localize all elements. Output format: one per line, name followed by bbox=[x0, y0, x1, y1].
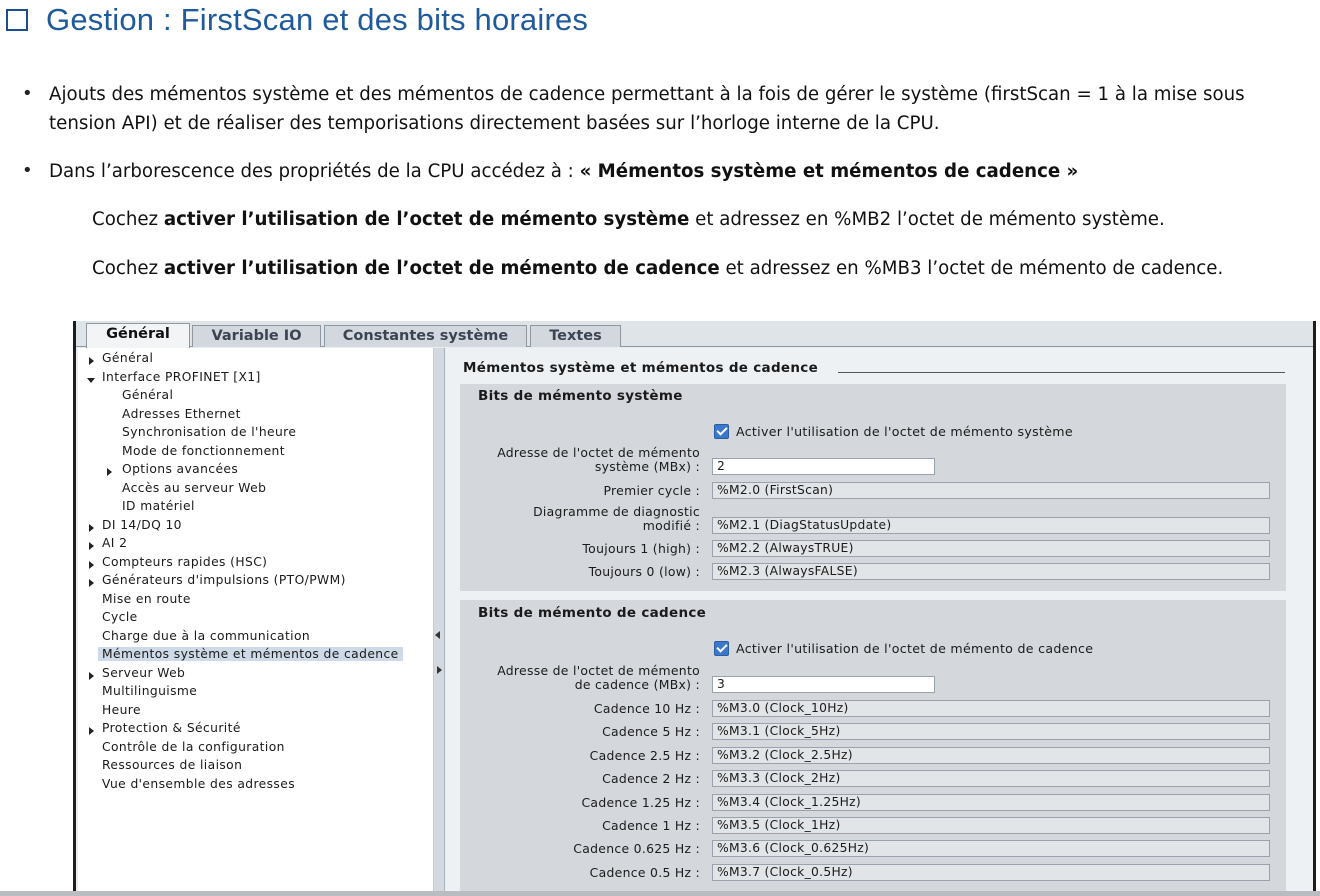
collapsed-arrow-icon[interactable] bbox=[89, 524, 94, 532]
clock-address-label-1: Adresse de l'octet de mémento bbox=[497, 663, 700, 678]
step-2 bbox=[92, 254, 1292, 283]
clock-rate-label: Cadence 1.25 Hz : bbox=[581, 794, 700, 810]
slide-title bbox=[6, 0, 588, 40]
always-true-field: %M2.2 (AlwaysTRUE) bbox=[712, 540, 1270, 557]
tab-texts[interactable]: Textes bbox=[530, 325, 621, 347]
tree-item[interactable]: Général bbox=[102, 351, 154, 365]
clock-rate-label: Cadence 5 Hz : bbox=[602, 724, 700, 740]
step-1-prefix: Cochez bbox=[92, 209, 164, 230]
always-false-field: %M2.3 (AlwaysFALSE) bbox=[712, 563, 1270, 580]
tab-variable-io[interactable]: Variable IO bbox=[192, 325, 321, 347]
clock-memory-group bbox=[460, 600, 1286, 896]
clock-rate-label: Cadence 1 Hz : bbox=[602, 818, 700, 833]
tree-item[interactable]: AI 2 bbox=[102, 536, 128, 550]
step-2-prefix: Cochez bbox=[92, 258, 164, 279]
system-memory-group bbox=[460, 384, 1286, 591]
tree-item[interactable]: Serveur Web bbox=[102, 665, 186, 680]
clock-bit-field: %M3.4 (Clock_1.25Hz) bbox=[712, 794, 1270, 811]
clock-bit-field: %M3.2 (Clock_2.5Hz) bbox=[712, 747, 1270, 764]
property-pane bbox=[446, 348, 1313, 896]
expand-right-arrow-icon[interactable] bbox=[437, 666, 442, 674]
tree-item[interactable]: Options avancées bbox=[122, 462, 239, 476]
bullet-icon: • bbox=[22, 83, 33, 104]
clock-rate-label: Cadence 2 Hz : bbox=[602, 771, 700, 787]
bullet-2-bold: « Mémentos système et mémentos de cadence » bbox=[579, 161, 1079, 182]
panel-splitter[interactable] bbox=[434, 348, 445, 896]
step-1 bbox=[92, 205, 1292, 234]
bullet-1-line-2: tension API) et de réaliser des temporisations directement basées sur l’horloge interne de la CPU. bbox=[49, 113, 940, 134]
clock-address-input[interactable]: 3 bbox=[712, 676, 935, 693]
tree-item[interactable]: Accès au serveur Web bbox=[122, 480, 267, 495]
system-address-input[interactable]: 2 bbox=[712, 458, 935, 475]
tree-item[interactable]: Adresses Ethernet bbox=[122, 406, 241, 421]
clock-bit-field: %M3.3 (Clock_2Hz) bbox=[712, 770, 1270, 787]
tree-item[interactable]: Compteurs rapides (HSC) bbox=[102, 554, 268, 569]
step-2-bold: activer l’utilisation de l’octet de mémento de cadence bbox=[163, 258, 720, 279]
navigation-tree bbox=[78, 348, 434, 896]
first-cycle-label: Premier cycle : bbox=[603, 483, 700, 498]
tab-system-constants[interactable]: Constantes système bbox=[324, 325, 527, 347]
tree-item[interactable]: Mode de fonctionnement bbox=[122, 443, 285, 458]
clock-group-title: Bits de mémento de cadence bbox=[478, 605, 707, 621]
clock-rate-label: Cadence 10 Hz : bbox=[593, 701, 700, 716]
enable-clock-memory-label: Activer l'utilisation de l'octet de mémento de cadence bbox=[736, 641, 1094, 656]
tree-item[interactable]: Cycle bbox=[102, 610, 138, 624]
tree-item[interactable]: Interface PROFINET [X1] bbox=[102, 369, 261, 384]
always-true-label: Toujours 1 (high) : bbox=[582, 541, 700, 556]
clock-rate-label: Cadence 0.5 Hz : bbox=[589, 864, 700, 880]
cpu-properties-panel bbox=[73, 321, 1316, 896]
section-divider bbox=[838, 372, 1285, 373]
tree-item-selected[interactable]: Mémentos système et mémentos de cadence bbox=[98, 647, 403, 661]
diag-status-label-2: modifié : bbox=[642, 518, 700, 533]
collapsed-arrow-icon[interactable] bbox=[89, 672, 94, 680]
collapsed-arrow-icon[interactable] bbox=[89, 579, 94, 587]
diag-status-field: %M2.1 (DiagStatusUpdate) bbox=[712, 517, 1270, 534]
tree-item[interactable]: Mise en route bbox=[102, 591, 191, 606]
expanded-arrow-icon[interactable] bbox=[87, 378, 95, 383]
tree-item[interactable]: Contrôle de la configuration bbox=[102, 739, 285, 754]
always-false-label: Toujours 0 (low) : bbox=[588, 564, 700, 579]
enable-system-memory-checkbox[interactable] bbox=[714, 424, 729, 439]
checkbox-square-icon bbox=[6, 9, 28, 31]
tab-general[interactable]: Général bbox=[86, 323, 190, 348]
diag-status-label-1: Diagramme de diagnostic bbox=[533, 504, 700, 519]
tree-item[interactable]: Multilinguisme bbox=[102, 684, 198, 698]
clock-rate-label: Cadence 0.625 Hz : bbox=[573, 841, 700, 857]
collapse-left-arrow-icon[interactable] bbox=[435, 631, 440, 639]
clock-bit-field: %M3.6 (Clock_0.625Hz) bbox=[712, 840, 1270, 857]
system-address-label-1: Adresse de l'octet de mémento bbox=[497, 445, 700, 460]
tab-bar bbox=[76, 321, 1313, 347]
clock-bit-field: %M3.1 (Clock_5Hz) bbox=[712, 723, 1270, 740]
collapsed-arrow-icon[interactable] bbox=[89, 727, 94, 735]
collapsed-arrow-icon[interactable] bbox=[89, 542, 94, 550]
first-cycle-field: %M2.0 (FirstScan) bbox=[712, 482, 1270, 499]
tree-item[interactable]: Ressources de liaison bbox=[102, 758, 243, 772]
collapsed-arrow-icon[interactable] bbox=[107, 468, 112, 476]
tree-item[interactable]: Générateurs d'impulsions (PTO/PWM) bbox=[102, 573, 346, 587]
enable-system-memory-label: Activer l'utilisation de l'octet de mémento système bbox=[736, 424, 1073, 439]
system-group-title: Bits de mémento système bbox=[478, 388, 683, 404]
bottom-rule bbox=[0, 891, 1320, 896]
system-address-label-2: système (MBx) : bbox=[594, 459, 700, 474]
step-1-bold: activer l’utilisation de l’octet de mémento système bbox=[163, 209, 690, 230]
slide-title-text: Gestion : FirstScan et des bits horaires bbox=[46, 2, 589, 37]
collapsed-arrow-icon[interactable] bbox=[89, 561, 94, 569]
bullet-1-line-1: Ajouts des mémentos système et des mémentos de cadence permettant à la fois de gérer le système (firstScan = 1 à la mise sous bbox=[49, 84, 1245, 105]
clock-address-label-2: de cadence (MBx) : bbox=[574, 677, 700, 692]
clock-rate-label: Cadence 2.5 Hz : bbox=[589, 747, 700, 763]
enable-clock-memory-checkbox[interactable] bbox=[714, 641, 729, 656]
bullet-icon: • bbox=[22, 160, 33, 181]
bullet-2 bbox=[49, 157, 1299, 186]
tree-item[interactable]: Synchronisation de l'heure bbox=[122, 425, 297, 439]
collapsed-arrow-icon[interactable] bbox=[89, 357, 94, 365]
tree-item[interactable]: ID matériel bbox=[122, 499, 195, 513]
step-1-suffix: et adressez en %MB2 l’octet de mémento système. bbox=[689, 209, 1165, 230]
bullet-2-prefix: Dans l’arborescence des propriétés de la CPU accédez à : bbox=[49, 161, 580, 182]
tree-item[interactable]: Heure bbox=[102, 702, 141, 717]
clock-bit-field: %M3.7 (Clock_0.5Hz) bbox=[712, 864, 1270, 881]
tree-item[interactable]: Protection & Sécurité bbox=[102, 721, 241, 735]
tree-item[interactable]: DI 14/DQ 10 bbox=[102, 517, 182, 532]
section-title: Mémentos système et mémentos de cadence bbox=[463, 360, 819, 376]
tree-item[interactable]: Charge due à la communication bbox=[102, 628, 311, 643]
clock-bit-field: %M3.5 (Clock_1Hz) bbox=[712, 817, 1270, 834]
step-2-suffix: et adressez en %MB3 l’octet de mémento de cadence. bbox=[719, 258, 1224, 279]
tree-item[interactable]: Vue d'ensemble des adresses bbox=[102, 776, 296, 791]
tree-item[interactable]: Général bbox=[122, 388, 174, 402]
clock-bit-field: %M3.0 (Clock_10Hz) bbox=[712, 700, 1270, 717]
